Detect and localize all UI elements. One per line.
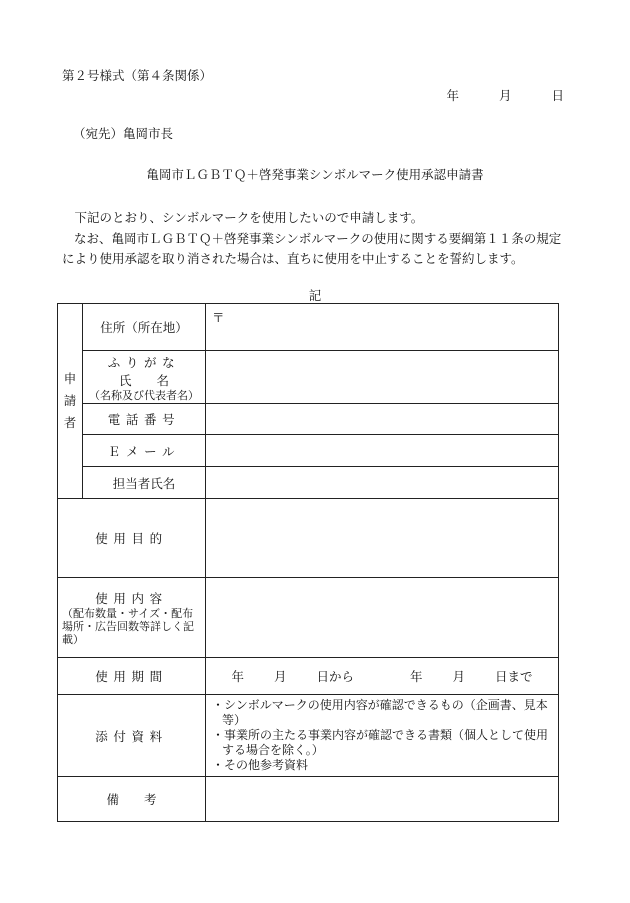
period-month2: 月 (452, 669, 466, 684)
period-label: 使用期間 (58, 658, 206, 695)
row-address (58, 304, 559, 351)
document-title: 亀岡市ＬＧＢＴＱ＋啓発事業シンボルマーク使用承認申請書 (146, 167, 484, 182)
furigana-label: ふりがな (107, 354, 181, 370)
phone-label: 電話番号 (83, 404, 206, 435)
row-purpose (58, 499, 559, 578)
period-month: 月 (273, 669, 287, 684)
ki-heading: 記 (308, 288, 322, 303)
date-day: 日 (551, 88, 564, 103)
row-remarks (58, 777, 559, 822)
content-note: （配布数量・サイズ・配布場所・広告回数等詳しく記載） (62, 607, 194, 646)
email-label: Ｅメール (83, 435, 206, 467)
attachments-label: 添付資料 (58, 695, 206, 777)
date-line (446, 86, 564, 104)
name-note: （名称及び代表者名） (89, 388, 199, 402)
period-year2: 年 (410, 669, 423, 684)
attachment-item: ・シンボルマークの使用内容が確認できるもの（企画書、見本等） (212, 698, 548, 727)
form-number: 第２号様式（第４条関係） (62, 68, 213, 83)
row-content (58, 578, 559, 658)
attachments-list (206, 695, 559, 777)
content-field[interactable] (206, 578, 559, 658)
purpose-label: 使用目的 (58, 499, 206, 578)
row-attachments (58, 695, 559, 777)
applicant-label: 申 請 者 (58, 304, 83, 499)
row-phone (58, 404, 559, 435)
period-to: 日まで (495, 669, 533, 684)
row-period (58, 658, 559, 695)
attachment-item: ・事業所の主たる事業内容が確認できる書類（個人として使用する場合を除く。） (212, 728, 549, 757)
period-year: 年 (231, 669, 244, 684)
contact-label: 担当者氏名 (83, 467, 206, 499)
row-email (58, 435, 559, 467)
email-field[interactable] (206, 435, 559, 467)
recipient: （宛先）亀岡市長 (73, 126, 174, 141)
row-contact (58, 467, 559, 499)
period-from: 日から (316, 669, 354, 684)
date-month: 月 (498, 88, 512, 103)
address-field[interactable] (206, 304, 559, 351)
date-year: 年 (446, 88, 459, 103)
phone-field[interactable] (206, 404, 559, 435)
address-label: 住所（所在地） (83, 304, 206, 351)
paragraph-request: 下記のとおり、シンボルマークを使用したいので申請します。 (74, 210, 424, 225)
postal-mark: 〒 (212, 310, 225, 325)
row-name (58, 351, 559, 404)
remarks-field[interactable] (206, 777, 559, 822)
purpose-field[interactable] (206, 499, 559, 578)
name-label-cell (83, 351, 206, 404)
application-form-table (57, 303, 559, 822)
remarks-label: 備 考 (58, 777, 206, 822)
content-label: 使用内容 (95, 591, 168, 606)
attachment-item: ・その他参考資料 (212, 758, 309, 772)
contact-field[interactable] (206, 467, 559, 499)
paragraph-pledge: なお、亀岡市ＬＧＢＴＱ＋啓発事業シンボルマークの使用に関する要綱第１１条の規定により使用承認を取り消された場合は、直ちに使用を中止することを誓約します。 (62, 231, 562, 266)
name-label: 氏 名 (118, 372, 169, 388)
content-label-cell (58, 578, 206, 658)
period-field[interactable] (206, 658, 559, 695)
name-field[interactable] (206, 351, 559, 404)
